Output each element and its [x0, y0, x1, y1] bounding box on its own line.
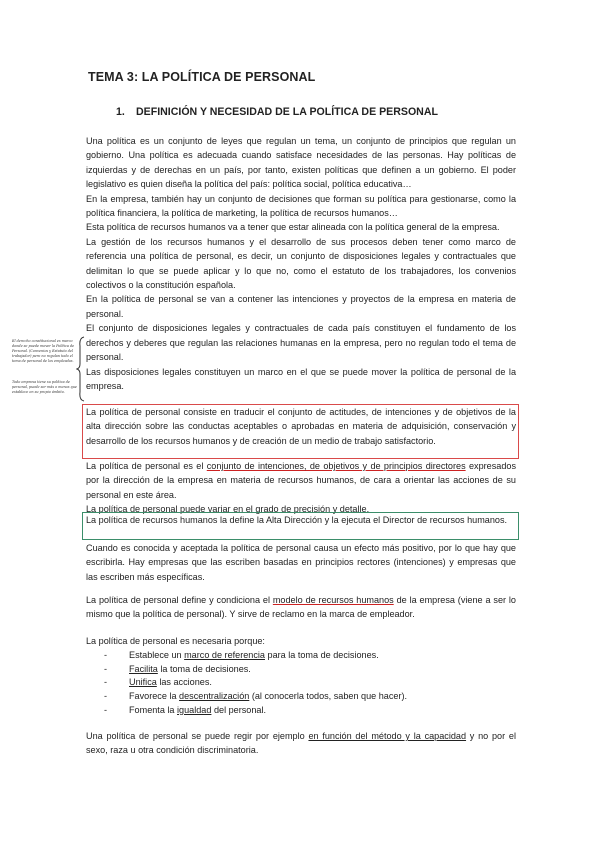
margin-note-2: Todo empresa tiene su política de personal, puede ser más o menos que establece en su propio ámbito. — [12, 380, 77, 394]
body-block-2 — [86, 405, 516, 448]
paragraph-13-underlined: modelo de recursos humanos — [272, 595, 394, 605]
list-item-underlined: marco de referencia — [184, 650, 265, 660]
list-item-underlined: descentralización — [179, 691, 250, 702]
body-block-5 — [86, 541, 516, 584]
paragraph-1: Una política es un conjunto de leyes que regulan un tema, un conjunto de principios que regulan un gobierno. Una política es adecuada cuando satisface necesidades de las personas. Hay políticas de izquierdas y de derechas en un país, por tanto, existen políticas que definen a un gobierno. El poder legislativo es quien diseña la política del país: política social, política educativa… — [86, 136, 516, 190]
paragraph-13-text: La política de personal define y condiciona el — [86, 595, 273, 605]
paragraph-8: La política de personal consiste en traducir el conjunto de actitudes, de intenciones y de objetivos de la alta dirección sobre las conductas aceptables o aprobadas en materia de adquisición, conservación y desarrollo de los recursos humanos y de creación de un medio de trabajo satisfactorio. — [86, 407, 516, 446]
document-title: TEMA 3: LA POLÍTICA DE PERSONAL — [88, 70, 316, 84]
paragraph-15-underlined: en función del método y la capacidad — [308, 731, 467, 741]
paragraph-9-text-end: expresados por la dirección de la empresa en materia de recursos humanos, de cara a orientar las acciones de su personal en este área. — [86, 461, 516, 500]
body-block-3 — [86, 459, 516, 517]
list-item-text: Fomenta la — [129, 704, 178, 715]
list-item-text-end: la toma de decisiones. — [157, 663, 251, 674]
list-item — [104, 676, 524, 690]
list-item-underlined: Unifica — [129, 677, 157, 688]
list-bullet: - — [104, 663, 108, 674]
paragraph-3: Esta política de recursos humanos va a tener que estar alineada con la política general de la empresa. — [86, 222, 500, 233]
list-item — [104, 663, 524, 677]
paragraph-2: En la empresa, también hay un conjunto de decisiones que forman su política para gestionarse, como la política financiera, la política de marketing, la política de recursos humanos… — [86, 193, 516, 219]
paragraph-15 — [86, 729, 516, 758]
paragraph-6: El conjunto de disposiciones legales y contractuales de cada país constituyen el fundamento de los derechos y deberes que regulan las relaciones humanas en la empresa, pero no regulan todo el tema de personal. — [86, 323, 516, 363]
list-item-text-end: las acciones. — [156, 677, 212, 688]
body-block-7 — [86, 634, 516, 648]
margin-brace-icon — [76, 336, 86, 402]
list-item-text: Favorece la — [129, 691, 180, 702]
list-bullet: - — [104, 677, 108, 688]
list-item-text: Establece un — [129, 650, 185, 660]
paragraph-13 — [86, 593, 516, 622]
body-block-4 — [86, 513, 516, 527]
body-block-1 — [86, 134, 516, 393]
paragraph-15-text-end: y no por el sexo, raza u otra condición discriminatoria. — [86, 731, 516, 756]
paragraph-9-underlined: conjunto de intenciones, de objetivos y de principios directores — [206, 461, 466, 471]
paragraph-13-text-end: de la empresa (viene a ser lo mismo que la política de personal). Y sirve de reclamo en la marca de empleador. — [86, 595, 516, 620]
paragraph-11: La política de recursos humanos la define la Alta Dirección y la ejecuta el Director de recursos humanos. — [86, 515, 508, 525]
body-block-6 — [86, 593, 516, 622]
list-item-text-end: del personal. — [211, 704, 267, 715]
paragraph-15-text: Una política de personal se puede regir por ejemplo — [86, 731, 309, 741]
list-item — [104, 649, 524, 663]
reasons-list — [104, 649, 524, 718]
margin-note-1: El derecho constitucional es marco donde se puede mover la Política de Personal. (Convenios y Estatuto del trabajador) pero no regulan todo el tema de personal de los empleados. — [12, 339, 75, 363]
list-bullet: - — [104, 704, 108, 715]
list-item — [104, 704, 524, 718]
list-item-text-end: para la toma de decisiones. — [264, 650, 379, 660]
section-title: DEFINICIÓN Y NECESIDAD DE LA POLÍTICA DE PERSONAL — [136, 106, 438, 118]
list-item-underlined: Facilita — [129, 663, 158, 674]
list-item-text-end: (al conocerla todos, saben que hacer). — [249, 691, 408, 702]
body-block-8 — [86, 729, 516, 758]
list-bullet: - — [104, 650, 108, 660]
paragraph-14: La política de personal es necesaria porque: — [86, 636, 265, 646]
paragraph-5: En la política de personal se van a contener las intenciones y proyectos de la empresa en materia de personal. — [86, 294, 516, 319]
list-item — [104, 690, 524, 704]
list-bullet: - — [104, 691, 108, 702]
paragraph-4: La gestión de los recursos humanos y el desarrollo de sus procesos deben tener como marco de referencia una política de personal, es decir, un conjunto de disposiciones legales y contractuales que delimitan lo que se puede aplicar y lo que no, como el estatuto de los trabajadores, los convenios colectivos o la constitución española. — [86, 236, 516, 291]
section-heading — [116, 106, 438, 118]
paragraph-7: Las disposiciones legales constituyen un marco en el que se puede mover la política de personal de la empresa. — [86, 366, 516, 391]
paragraph-12: Cuando es conocida y aceptada la política de personal causa un efecto más positivo, por lo que hay que escribirla. Hay empresas que las escriben basadas en principios rectores (intenciones) y empresas que las escriben más específicas. — [86, 543, 516, 582]
section-number: 1. — [116, 106, 125, 118]
paragraph-9-text: La política de personal es el — [86, 461, 207, 471]
paragraph-10: La política de personal puede variar en el grado de precisión y detalle. — [86, 504, 370, 515]
list-item-underlined: igualdad — [177, 704, 212, 715]
paragraph-9 — [86, 459, 516, 502]
